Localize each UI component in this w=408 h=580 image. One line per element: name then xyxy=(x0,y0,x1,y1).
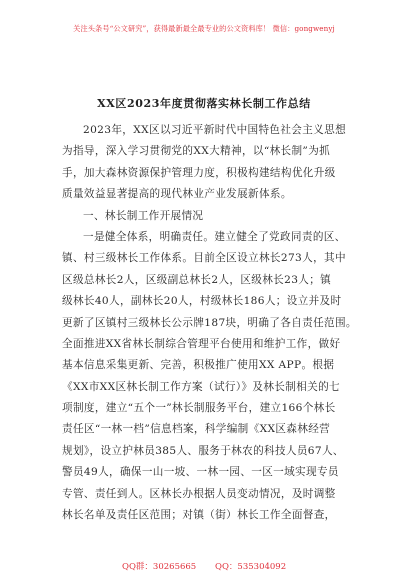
body-line: 一、林长制工作开展情况 xyxy=(83,209,204,222)
body-line: 基本信息采集更新、完善，积极推广使用XX APP。根据 xyxy=(62,359,335,372)
header-promo-note: 关注头条号“公文研究”，获得最新最全最专业的公文资料库！ 微信：gongwenyj xyxy=(73,24,335,33)
body-line: 警员49人，确保一山一坡、一林一园、一区一域实现专员 xyxy=(62,466,339,479)
body-line: 一是健全体系，明确责任。建立健全了党政同责的区、 xyxy=(83,230,346,243)
body-line: 2023年，XX区以习近平新时代中国特色社会主义思想 xyxy=(83,124,347,136)
body-line: 镇、村三级林长工作体系。目前全区设立林长273人，其中 xyxy=(62,252,346,265)
body-line: 全面推进XX省林长制综合管理平台使用和维护工作，做好 xyxy=(62,337,341,350)
body-line: 专管、责任到人。区林长办根据人员变动情况，及时调整 xyxy=(62,487,336,500)
body-line: 区级总林长2人，区级副总林长2人，区级林长23人；镇 xyxy=(62,273,332,286)
body-line: 规划》，设立护林员385人、服务于林农的科技人员67人、 xyxy=(62,444,344,457)
document-body xyxy=(62,120,362,526)
body-line: 林长名单及责任区范围；对镇（街）林长工作全面督查， xyxy=(62,509,336,522)
body-line: 质量效益显著提高的现代林业产业发展新体系。 xyxy=(62,188,292,201)
body-line: 责任区“一林一档”信息档案，科学编制《XX区森林经营 xyxy=(62,423,331,436)
body-line: 更新了区镇村三级林长公示牌187块，明确了各自责任范围。 xyxy=(62,316,357,329)
footer-qq-group: QQ群：30265665 xyxy=(122,562,197,572)
body-line: 《XX市XX区林长制工作方案（试行）》及林长制相关的七 xyxy=(62,380,340,393)
footer xyxy=(0,560,408,574)
body-line: 手，加大森林资源保护管理力度，积极构建结构优化升级 xyxy=(62,166,336,179)
body-line: 项制度，建立“五个一”林长制服务平台，建立166个林长 xyxy=(62,402,336,415)
document-title: XX区2023年度贯彻落实林长制工作总结 xyxy=(97,97,311,110)
footer-qq-number: QQ：535304092 xyxy=(215,562,287,572)
body-line: 为指导，深入学习贯彻党的XX大精神，以“林长制”为抓 xyxy=(62,145,331,158)
body-line: 级林长40人，副林长20人，村级林长186人；设立并及时 xyxy=(62,295,342,308)
